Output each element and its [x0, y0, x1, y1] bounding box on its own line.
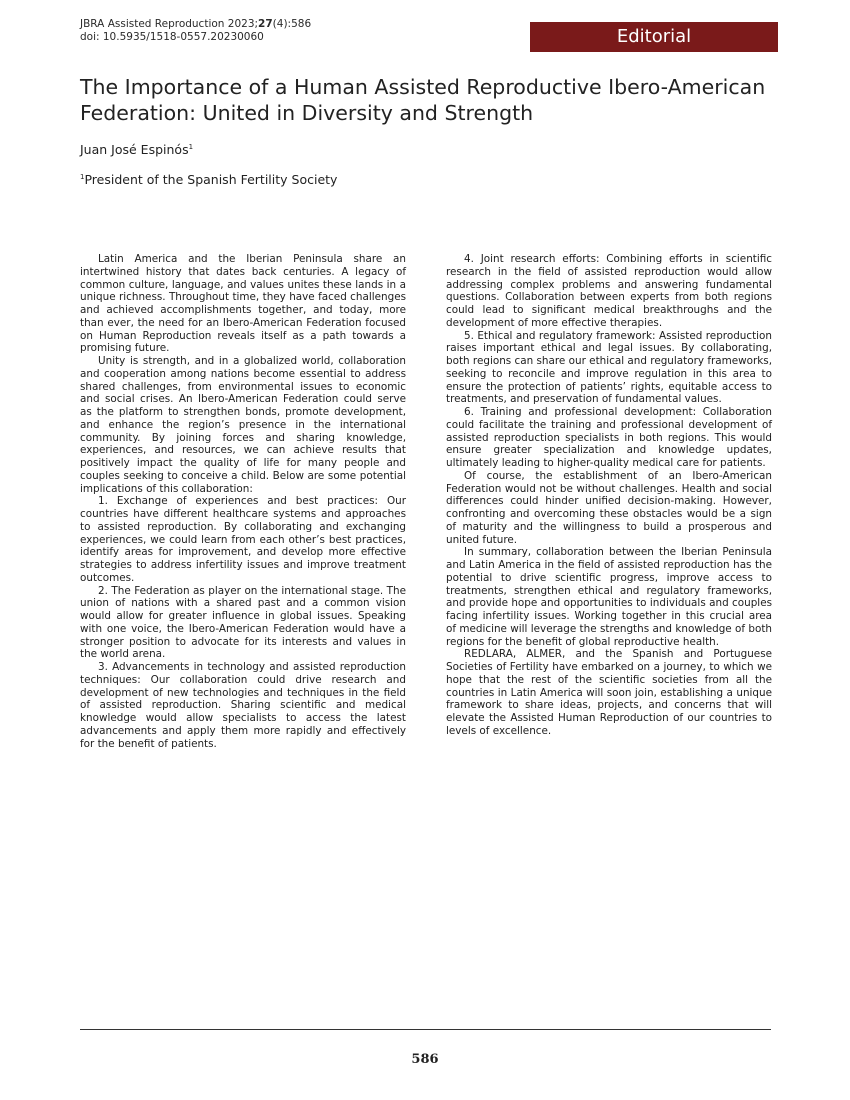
paragraph: 2. The Federation as player on the international stage. The union of nations with a shared past and a common vision would allow for greater influence in global issues. Speaking with one voice, the Ibero-American Federation would have a stronger position to advocate for its interests and values in the world arena.	[80, 584, 406, 661]
paragraph: 6. Training and professional development: Collaboration could facilitate the training and professional development of assisted reproduction specialists in both regions. This would ensure greater specialization and knowledge updates, ultimately leading to higher-quality medical care for patients.	[446, 406, 772, 469]
affiliation-marker: 1	[80, 172, 85, 181]
doi[interactable]: doi: 10.5935/1518-0557.20230060	[80, 31, 264, 43]
paragraph: In summary, collaboration between the Iberian Peninsula and Latin America in the field of assisted reproduction has the potential to drive scientific progress, improve access to treatments, strengthen ethical and regulatory frameworks, and provide hope and opportunities to individuals and couples facing infertility issues. Working together in this crucial area of medicine will leverage the strengths and knowledge of both regions for the benefit of global reproductive health.	[446, 546, 772, 648]
footer-divider	[80, 1029, 771, 1030]
paragraph: Of course, the establishment of an Ibero-American Federation would not be without challenges. Health and social differences could hinder unified decision-making. However, confronting and overcoming these obstacles would be a sign of maturity and the willingness to build a prosperous and united future.	[446, 469, 772, 546]
article-title: The Importance of a Human Assisted Reproductive Ibero-American Federation: United in Diversity and Strength	[80, 75, 766, 125]
paragraph: 1. Exchange of experiences and best practices: Our countries have different healthcare systems and approaches to assisted reproduction. By collaborating and exchanging experiences, we could learn from each other’s best practices, identify areas for improvement, and develop more effective strategies to address infertility issues and improve treatment outcomes.	[80, 495, 406, 584]
citation-line	[80, 18, 311, 31]
author-name: Juan José Espinós	[80, 142, 189, 157]
section-badge: Editorial	[530, 22, 778, 52]
paragraph: 5. Ethical and regulatory framework: Assisted reproduction raises important ethical and legal issues. By collaborating, both regions can share our ethical and regulatory frameworks, seeking to reconcile and improve regulation in this area to ensure the protection of patients’ rights, equitable access to treatments, and preservation of fundamental values.	[446, 329, 772, 406]
author	[80, 142, 193, 157]
body-column-right	[446, 253, 772, 738]
issue-pages: (4):586	[272, 18, 312, 30]
volume: 27	[258, 18, 273, 30]
page-number: 586	[411, 1052, 439, 1067]
affiliation	[80, 172, 337, 187]
journal-reference	[80, 18, 311, 44]
paragraph: Unity is strength, and in a globalized world, collaboration and cooperation among nations become essential to address shared challenges, from environmental issues to economic and social crises. An Ibero-American Federation could serve as the platform to strengthen bonds, promote development, and enhance the region’s presence in the international community. By joining forces and sharing knowledge, experiences, and resources, we can achieve results that positively impact the quality of life for many people and couples seeking to conceive a child. Below are some potential implications of this collaboration:	[80, 355, 406, 495]
body-column-left	[80, 253, 406, 750]
author-affiliation-marker: 1	[188, 142, 194, 151]
journal-prefix: JBRA Assisted Reproduction 2023;	[80, 18, 259, 30]
paragraph: REDLARA, ALMER, and the Spanish and Portuguese Societies of Fertility have embarked on a journey, to which we hope that the rest of the scientific societies from all the countries in Latin America will soon join, establishing a unique framework to share ideas, projects, and concerns that will elevate the Assisted Human Reproduction of our countries to levels of excellence.	[446, 648, 772, 737]
paragraph: 3. Advancements in technology and assisted reproduction techniques: Our collaboration could drive research and development of new technologies and techniques in the field of assisted reproduction. Sharing scientific and medical knowledge would allow specialists to access the latest advancements and apply them more rapidly and effectively for the benefit of patients.	[80, 661, 406, 750]
paragraph: 4. Joint research efforts: Combining efforts in scientific research in the field of assisted reproduction would allow addressing complex problems and answering fundamental questions. Collaboration between experts from both regions could lead to significant medical breakthroughs and the development of more effective therapies.	[446, 253, 772, 329]
paragraph: Latin America and the Iberian Peninsula share an intertwined history that dates back centuries. A legacy of common culture, language, and values unites these lands in a unique richness. Throughout time, they have faced challenges and achieved accomplishments together, and today, more than ever, the need for an Ibero-American Federation focused on Human Reproduction reveals itself as a path towards a promising future.	[80, 253, 406, 355]
affiliation-text: President of the Spanish Fertility Society	[84, 172, 338, 187]
